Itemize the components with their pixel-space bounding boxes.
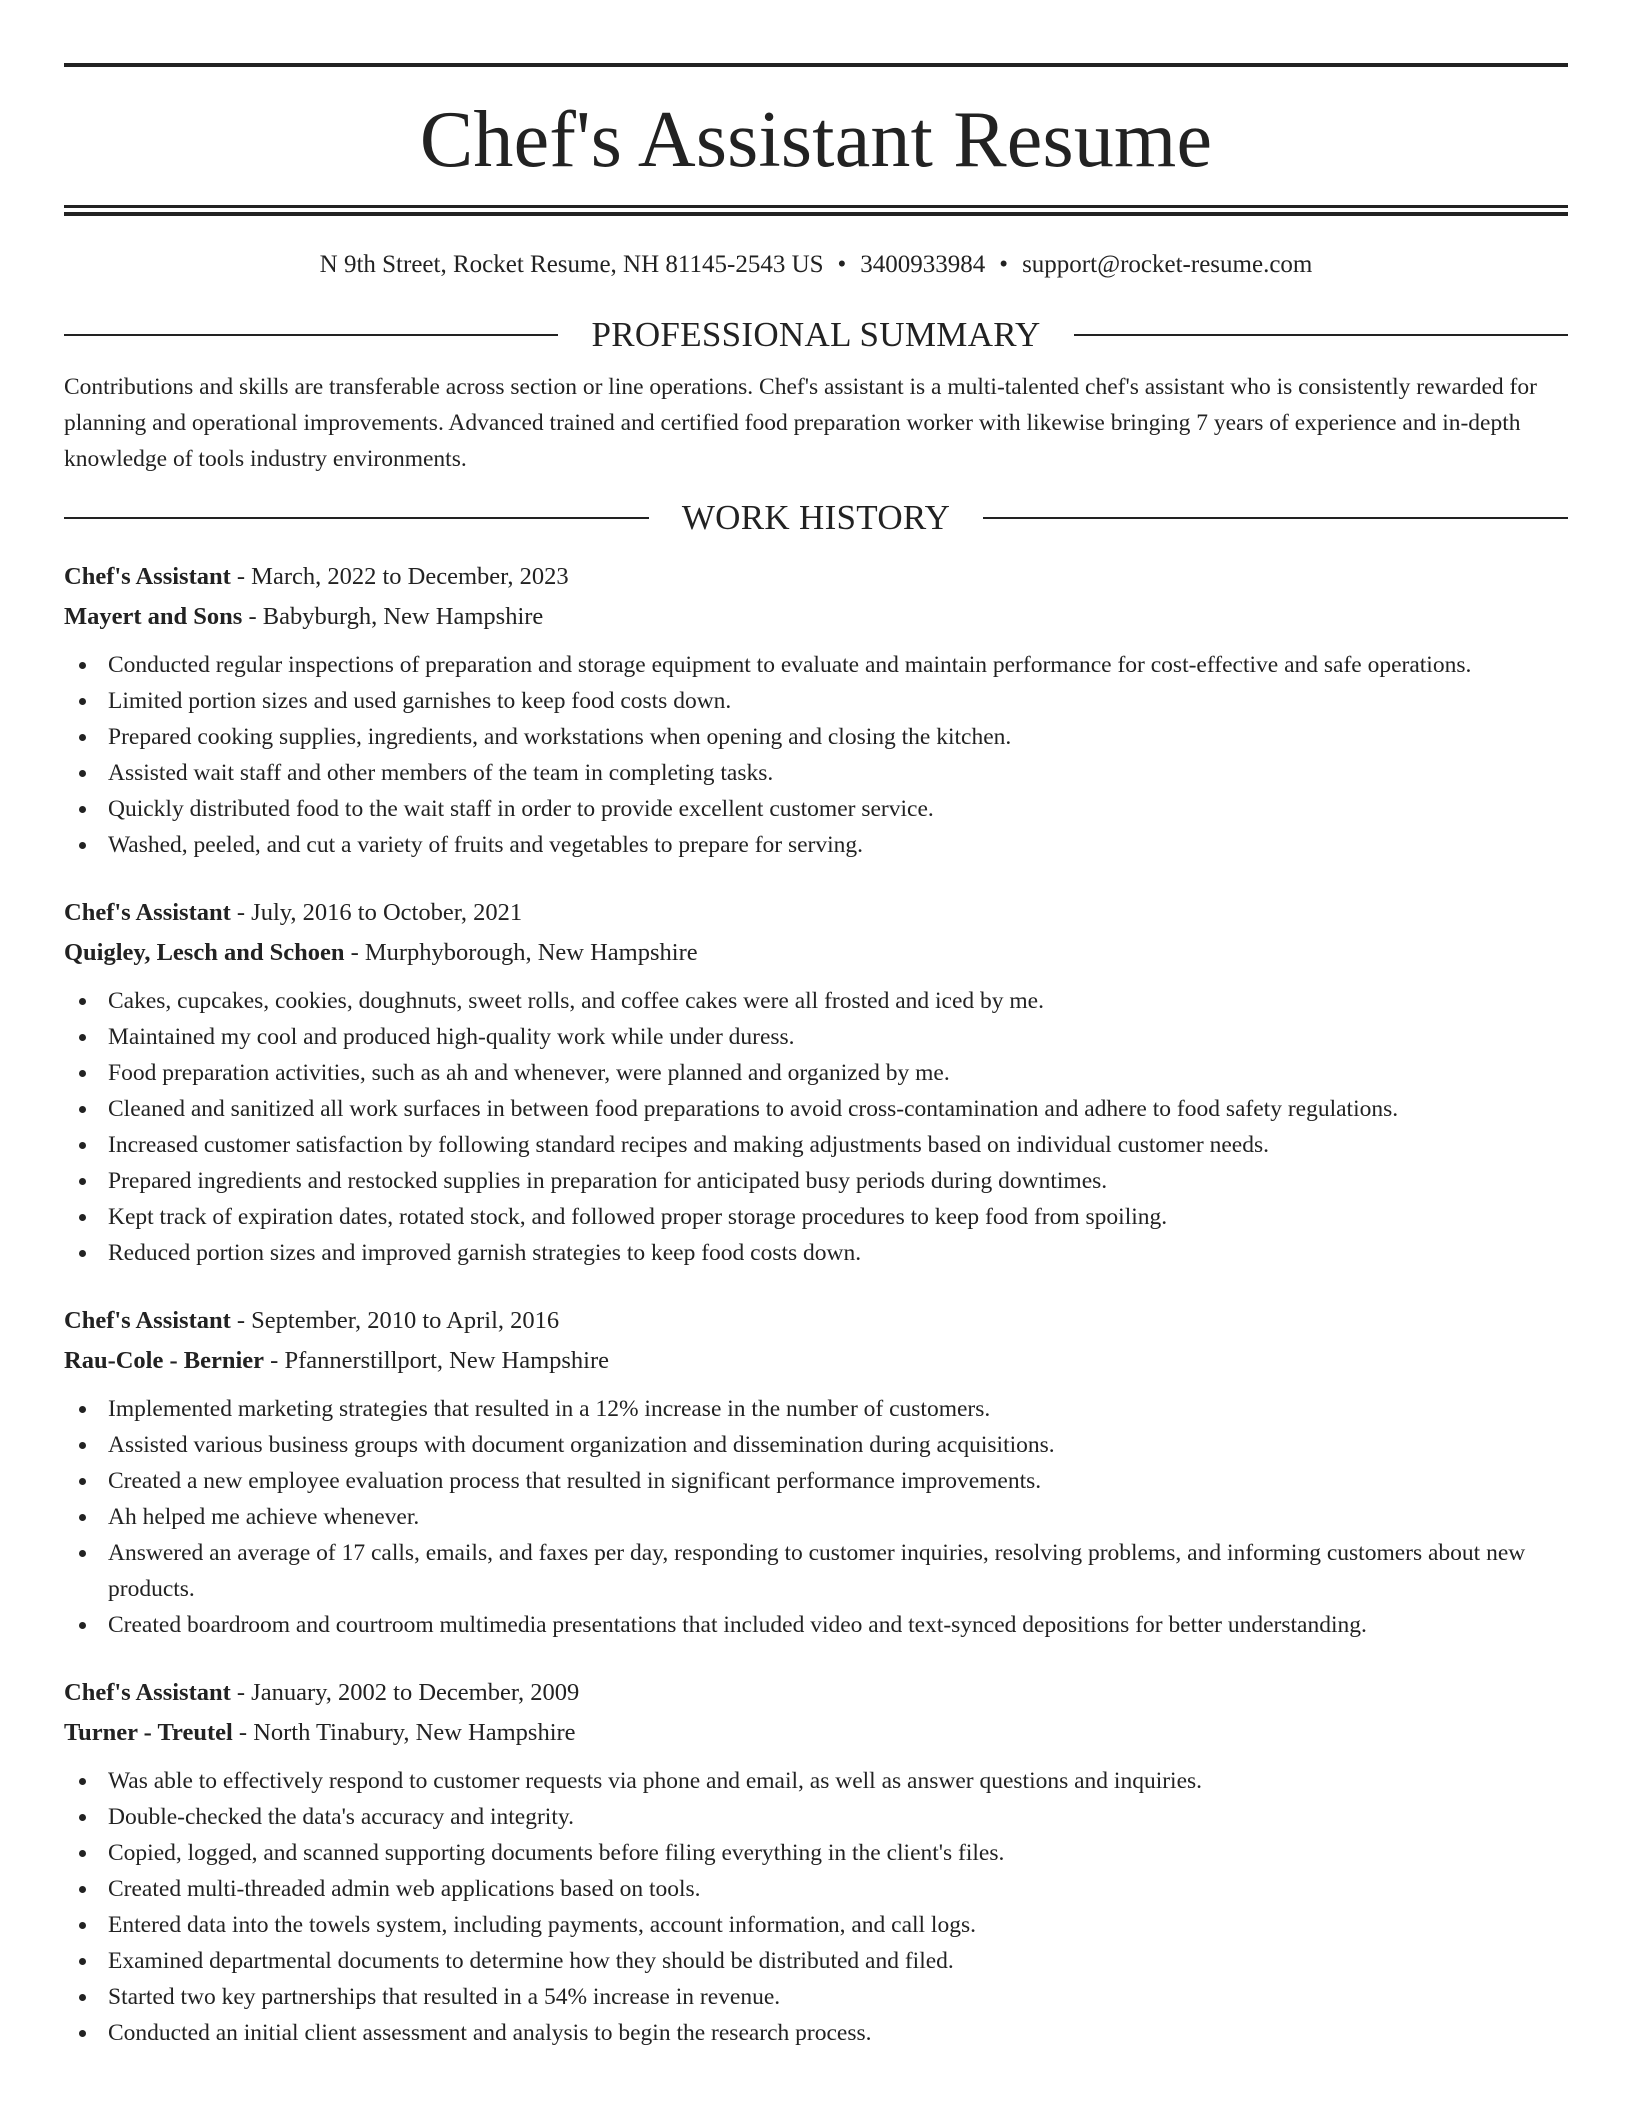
job-location: - Pfannerstillport, New Hampshire [264,1347,610,1374]
job-role: Chef's Assistant [64,1307,231,1334]
work-history-heading: WORK HISTORY [681,498,951,537]
job-bullet: Increased customer satisfaction by following standard recipes and making adjustments based on individual customer needs. [64,1127,1568,1163]
job-company: Quigley, Lesch and Schoen [64,939,345,966]
job-company: Mayert and Sons [64,603,243,630]
job-location: - Babyburgh, New Hampshire [242,603,544,630]
job-bullet: Prepared ingredients and restocked supplies in preparation for anticipated busy periods during downtimes. [64,1163,1568,1199]
section-rule-left [64,334,558,336]
job-company-line [64,1713,1568,1753]
job-bullet: Started two key partnerships that resulted in a 54% increase in revenue. [64,1979,1568,2015]
job-bullet: Copied, logged, and scanned supporting documents before filing everything in the client's files. [64,1835,1568,1871]
job-bullet: Washed, peeled, and cut a variety of fruits and vegetables to prepare for serving. [64,827,1568,863]
job-dates: - March, 2022 to December, 2023 [230,563,569,590]
job-bullet: Conducted an initial client assessment and analysis to begin the research process. [64,2015,1568,2051]
job-title-line [64,1301,1568,1341]
job-bullet: Quickly distributed food to the wait staff in order to provide excellent customer service. [64,791,1568,827]
top-rule [64,63,1568,67]
summary-text: Contributions and skills are transferable across section or line operations. Chef's assistant is a multi-talented chef's assistant who is consistently rewarded for planning and operational improvements. Advanced trained and certified food preparation worker with likewise bringing 7 years of experience and in-depth knowledge of tools industry environments. [64,374,1537,472]
job-entry [64,1673,1568,2051]
job-role: Chef's Assistant [64,1679,231,1706]
job-dates: - September, 2010 to April, 2016 [230,1307,560,1334]
job-bullet: Conducted regular inspections of preparation and storage equipment to evaluate and maintain performance for cost-effective and safe operations. [64,647,1568,683]
job-company: Rau-Cole - Bernier [64,1347,265,1374]
job-company: Turner - Treutel [64,1719,233,1746]
job-location: - Murphyborough, New Hampshire [344,939,698,966]
job-company-line [64,597,1568,637]
job-bullet-list [64,983,1568,1271]
job-title-line [64,893,1568,933]
job-bullet: Was able to effectively respond to customer requests via phone and email, as well as answer questions and inquiries. [64,1763,1568,1799]
contact-separator: • [999,251,1009,278]
job-bullet: Assisted wait staff and other members of the team in completing tasks. [64,755,1568,791]
job-entry [64,1301,1568,1643]
job-location: - North Tinabury, New Hampshire [232,1719,576,1746]
job-bullet: Ah helped me achieve whenever. [64,1499,1568,1535]
contact-phone: 3400933984 [860,251,986,278]
job-bullet: Created boardroom and courtroom multimedia presentations that included video and text-synced depositions for better understanding. [64,1607,1568,1643]
work-history-list [64,557,1568,2051]
job-bullet: Cleaned and sanitized all work surfaces in between food preparations to avoid cross-contamination and adhere to food safety regulations. [64,1091,1568,1127]
title-double-rule [64,205,1568,216]
job-bullet: Examined departmental documents to determine how they should be distributed and filed. [64,1943,1568,1979]
job-bullet: Answered an average of 17 calls, emails, and faxes per day, responding to customer inquiries, resolving problems, and informing customers about new products. [64,1535,1568,1607]
job-bullet: Assisted various business groups with document organization and dissemination during acquisitions. [64,1427,1568,1463]
job-bullet: Prepared cooking supplies, ingredients, and workstations when opening and closing the kitchen. [64,719,1568,755]
job-role: Chef's Assistant [64,899,231,926]
job-bullet: Kept track of expiration dates, rotated stock, and followed proper storage procedures to keep food from spoiling. [64,1199,1568,1235]
resume-title: Chef's Assistant Resume [419,96,1213,184]
job-bullet: Created a new employee evaluation process that resulted in significant performance improvements. [64,1463,1568,1499]
contact-line [64,249,1568,281]
job-title-line [64,1673,1568,1713]
job-role: Chef's Assistant [64,563,231,590]
summary-section-header [64,315,1568,355]
job-bullet: Double-checked the data's accuracy and integrity. [64,1799,1568,1835]
job-company-line [64,933,1568,973]
job-entry [64,557,1568,863]
job-company-line [64,1341,1568,1381]
contact-separator: • [837,251,847,278]
job-bullet: Maintained my cool and produced high-quality work while under duress. [64,1019,1568,1055]
job-bullet: Limited portion sizes and used garnishes to keep food costs down. [64,683,1568,719]
job-bullet: Implemented marketing strategies that resulted in a 12% increase in the number of customers. [64,1391,1568,1427]
job-bullet: Cakes, cupcakes, cookies, doughnuts, sweet rolls, and coffee cakes were all frosted and iced by me. [64,983,1568,1019]
job-entry [64,893,1568,1271]
section-rule-right [983,517,1568,519]
contact-email: support@rocket-resume.com [1022,251,1313,278]
job-bullet-list [64,1391,1568,1643]
job-title-line [64,557,1568,597]
job-bullet: Entered data into the towels system, including payments, account information, and call logs. [64,1907,1568,1943]
job-bullet: Food preparation activities, such as ah and whenever, were planned and organized by me. [64,1055,1568,1091]
summary-heading: PROFESSIONAL SUMMARY [591,315,1041,354]
job-bullet: Created multi-threaded admin web applications based on tools. [64,1871,1568,1907]
contact-address: N 9th Street, Rocket Resume, NH 81145-2543 US [319,251,824,278]
job-dates: - January, 2002 to December, 2009 [230,1679,580,1706]
job-bullet: Reduced portion sizes and improved garnish strategies to keep food costs down. [64,1235,1568,1271]
job-dates: - July, 2016 to October, 2021 [230,899,523,926]
job-bullet-list [64,647,1568,863]
section-rule-left [64,517,649,519]
section-rule-right [1074,334,1568,336]
job-bullet-list [64,1763,1568,2051]
work-history-section-header [64,498,1568,538]
